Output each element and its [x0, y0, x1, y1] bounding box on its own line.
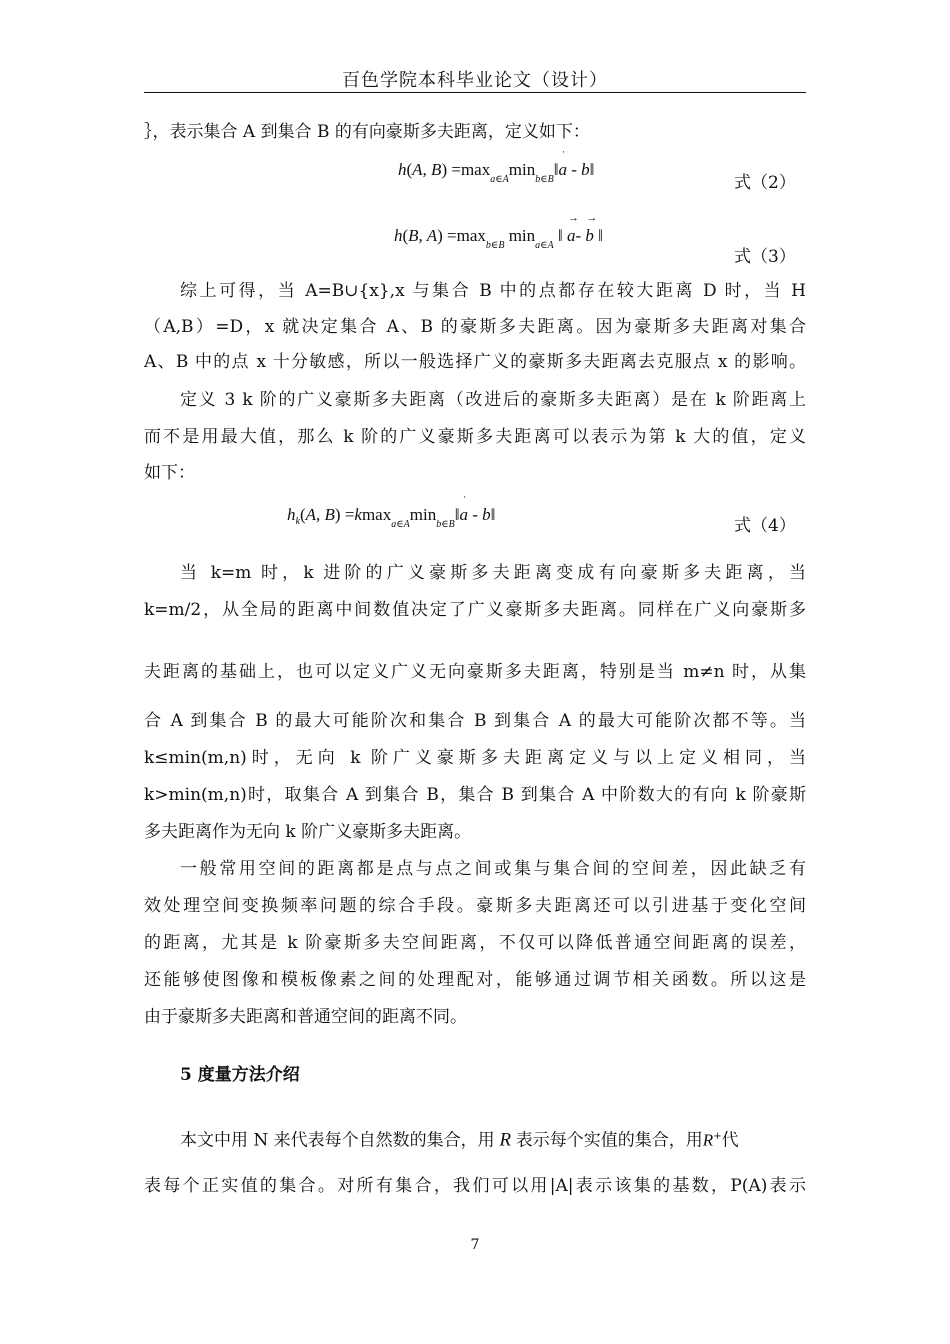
- text-line: 由于豪斯多夫距离和普通空间的距离不同。: [144, 1007, 467, 1027]
- text-line: 还能够使图像和模板像素之间的处理配对，能够通过调节相关函数。所以这是: [144, 970, 806, 990]
- text-line: A、B 中的点 x 十分敏感，所以一般选择广义的豪斯多夫距离去克服点 x 的影响。: [144, 352, 806, 372]
- equation-2: h(A, $B) =\max_{a\in A}\min_{b\in B}‖˙$ a - b‖: [398, 160, 594, 180]
- text-line: ｝，表示集合 A 到集合 B 的有向豪斯多夫距离，定义如下：: [144, 122, 590, 142]
- text-line: 效处理空间变换频率问题的综合手段。豪斯多夫距离还可以引进基于变化空间: [144, 896, 806, 916]
- text-line: 如下：: [144, 463, 195, 483]
- text-line: 多夫距离作为无向 k 阶广义豪斯多夫距离。: [144, 822, 472, 842]
- text-segment: 表示每个实值的集合，用: [515, 1130, 703, 1151]
- page-number: 7: [470, 1237, 480, 1253]
- text-segment: 本文中用 N 来代表每个自然数的集合，用: [180, 1130, 495, 1151]
- equation-3: h(B, $A) =\max_{b\in B}$ $\min_{a\in A}$ ‖ → a- → b ‖: [394, 226, 603, 246]
- text-line: 定义 3 k 阶的广义豪斯多夫距离（改进后的豪斯多夫距离）是在 k 阶距离上: [180, 390, 806, 410]
- header-rule: [144, 92, 806, 93]
- text-line: 当 k=m 时，k 进阶的广义豪斯多夫距离变成有向豪斯多夫距离，当: [180, 563, 806, 583]
- text-segment: 代: [721, 1130, 739, 1151]
- text-line: 的距离，尤其是 k 阶豪斯多夫空间距离，不仅可以降低普通空间距离的误差，: [144, 933, 806, 953]
- section-heading: 5 度量方法介绍: [180, 1065, 300, 1085]
- text-line: 夫距离的基础上，也可以定义广义无向豪斯多夫距离，特别是当 m≠n 时，从集: [144, 662, 806, 682]
- text-line: k>min(m,n)时，取集合 A 到集合 B，集合 B 到集合 A 中阶数大的有向 k 阶豪斯: [144, 785, 806, 805]
- equation-number: 式（3）: [734, 247, 796, 267]
- text-line: 本文中用 N 来代表每个自然数的集合，用 R 表示每个实值的集合，用R+代: [180, 1129, 739, 1151]
- text-line: k=m/2，从全局的距离中间数值决定了广义豪斯多夫距离。同样在广义向豪斯多: [144, 600, 806, 620]
- equation-number: 式（2）: [734, 173, 796, 193]
- text-line: 而不是用最大值，那么 k 阶的广义豪斯多夫距离可以表示为第 k 大的值，定义: [144, 427, 806, 447]
- text-line: 表每个正实值的集合。对所有集合，我们可以用|A|表示该集的基数，P(A)表示: [144, 1176, 806, 1196]
- text-line: 合 A 到集合 B 的最大可能阶次和集合 B 到集合 A 的最大可能阶次都不等。当: [144, 711, 806, 731]
- text-line: k≤min(m,n)时，无向 k 阶广义豪斯多夫距离定义与以上定义相同，当: [144, 748, 806, 768]
- text-line: 一般常用空间的距离都是点与点之间或集与集合间的空间差，因此缺乏有: [180, 859, 806, 879]
- equation-number: 式（4）: [734, 516, 796, 536]
- page-header-title: 百色学院本科毕业论文（设计）: [342, 70, 608, 91]
- text-line: 综上可得，当 A=B∪{x},x 与集合 B 中的点都存在较大距离 D 时，当 H: [180, 281, 806, 301]
- equation-4: $h_k(A$, $B) =kmax_{a\in A}\min_{b\in B}‖˙$ a - b‖: [287, 505, 495, 525]
- text-line: （A,B）=D，x 就决定集合 A、B 的豪斯多夫距离。因为豪斯多夫距离对集合: [144, 317, 806, 337]
